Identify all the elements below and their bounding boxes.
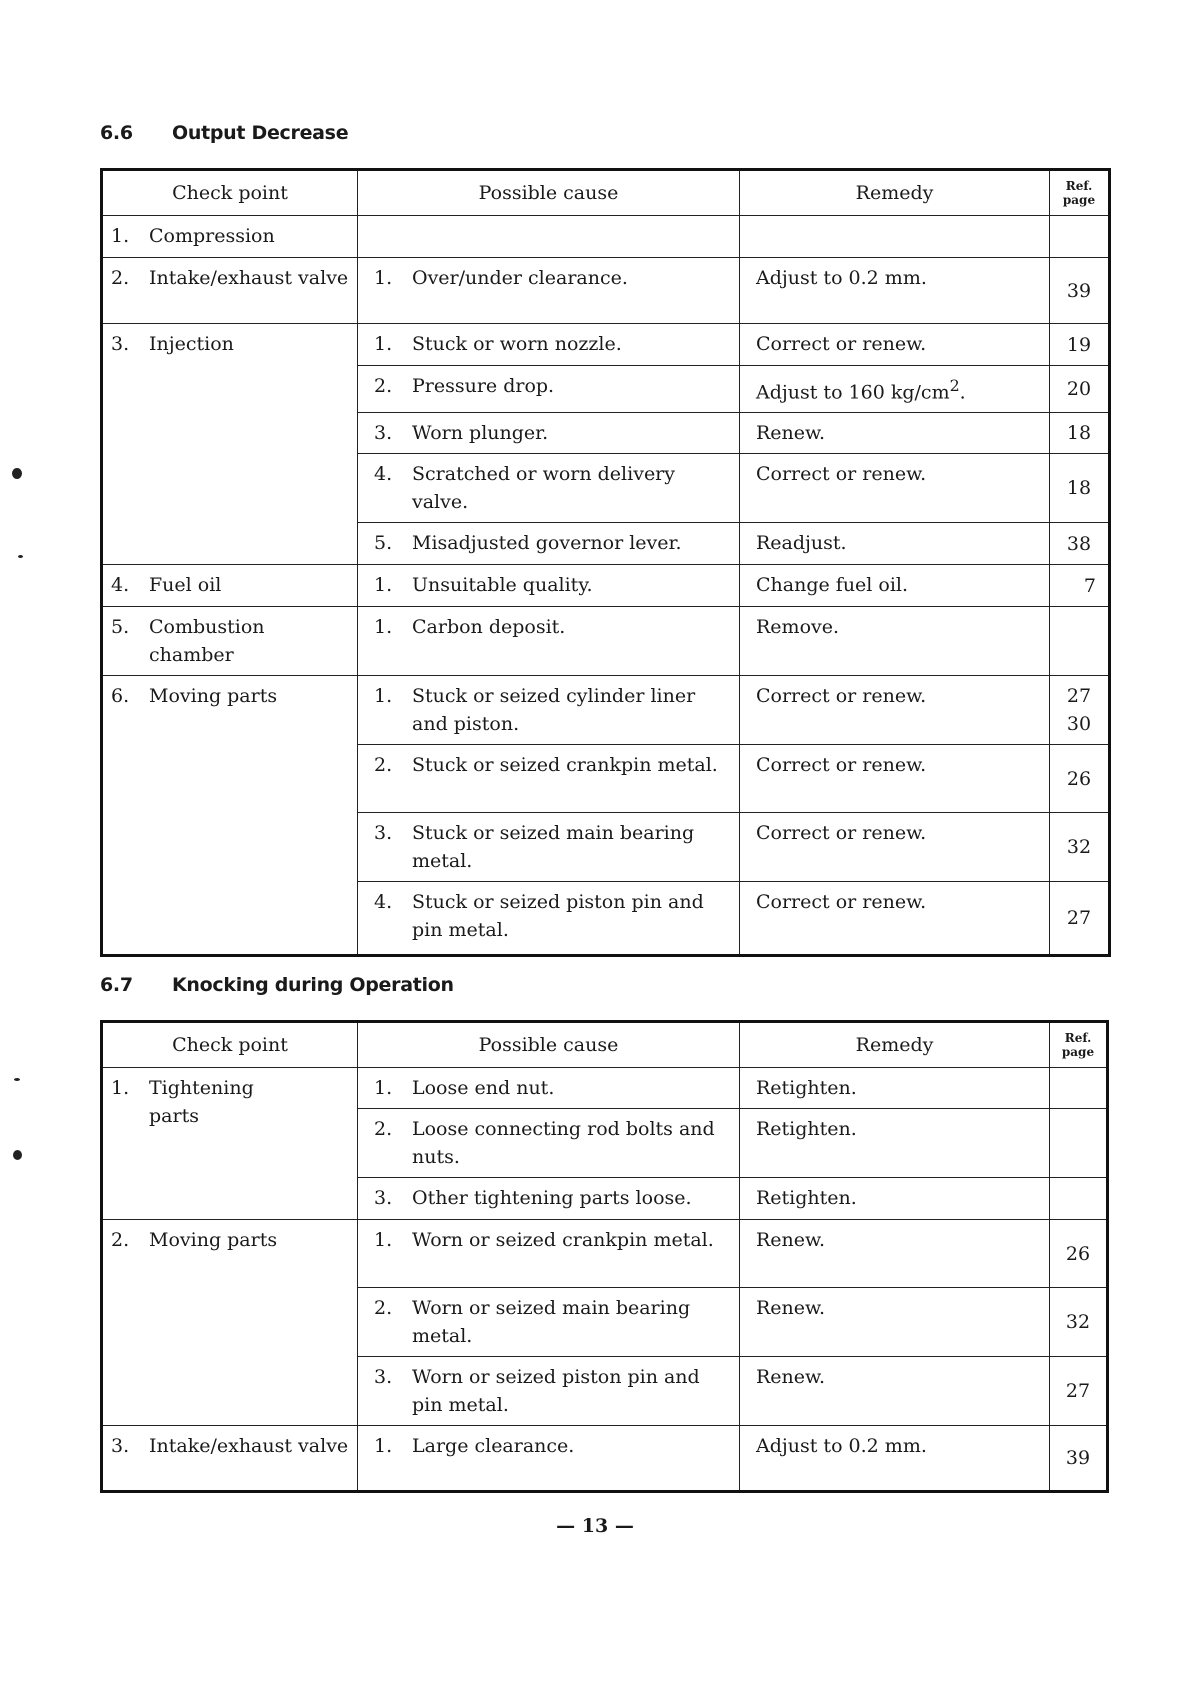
- check-point: Combustion chamber: [149, 616, 265, 667]
- header-check-point: Check point: [102, 1022, 358, 1068]
- check-point-cell: [102, 565, 358, 607]
- remedy-cell: Correct or renew.: [740, 813, 1050, 882]
- remedy-cell: Retighten.: [740, 1109, 1050, 1178]
- cause-text: Loose connecting rod bolts and nuts.: [412, 1118, 715, 1168]
- cause-text: Unsuitable quality.: [412, 574, 593, 597]
- cause-cell: [358, 216, 740, 258]
- cause-cell: [358, 1178, 740, 1220]
- check-number: 3.: [111, 1435, 130, 1457]
- cause-text: Over/under clearance.: [412, 267, 628, 289]
- table-row: [102, 216, 1110, 258]
- remedy-cell: Renew.: [740, 1288, 1050, 1357]
- table-row: [102, 1220, 1108, 1288]
- cause-text: Pressure drop.: [412, 375, 555, 397]
- header-check-point: Check point: [102, 170, 358, 216]
- cause-cell: [358, 454, 740, 523]
- check-point-cell: [102, 1068, 358, 1220]
- scan-speck: [18, 555, 23, 558]
- ref-page: 39: [1050, 1426, 1108, 1492]
- section-6-7-heading: [100, 974, 454, 996]
- table-row: [102, 607, 1110, 676]
- check-point-cell: [102, 676, 358, 956]
- ref-page-second: 30: [1066, 713, 1092, 736]
- cause-number: 3.: [374, 822, 393, 845]
- remedy-cell: [740, 366, 1050, 413]
- section-6-6-heading: [100, 122, 348, 144]
- remedy-cell: Adjust to 0.2 mm.: [740, 1426, 1050, 1492]
- check-number: 3.: [111, 333, 130, 355]
- check-number: 6.: [111, 685, 130, 708]
- cause-text: Worn plunger.: [412, 422, 549, 445]
- check-point: Injection: [149, 333, 234, 355]
- cause-cell: [358, 523, 740, 565]
- remedy-cell: Correct or renew.: [740, 676, 1050, 745]
- table-row: [102, 258, 1110, 324]
- cause-number: 3.: [374, 1187, 393, 1209]
- remedy-cell: Correct or renew.: [740, 882, 1050, 956]
- check-number: 2.: [111, 267, 130, 289]
- ref-cell: [1050, 1109, 1108, 1178]
- cause-cell: [358, 813, 740, 882]
- cause-number: 2.: [374, 754, 393, 777]
- check-number: 4.: [111, 574, 130, 597]
- check-point-cell: [102, 258, 358, 324]
- ref-page: 18: [1050, 413, 1110, 454]
- check-point-cell: [102, 324, 358, 565]
- cause-number: 1.: [374, 267, 393, 289]
- table-header-row: [102, 170, 1110, 216]
- table-header-row: [102, 1022, 1108, 1068]
- cause-text: Large clearance.: [412, 1435, 575, 1457]
- cause-text: Stuck or worn nozzle.: [412, 333, 622, 355]
- ref-page: 26: [1050, 1220, 1108, 1288]
- cause-text: Scratched or worn delivery valve.: [412, 463, 676, 514]
- check-point: Compression: [149, 225, 275, 247]
- cause-number: 2.: [374, 1297, 393, 1319]
- cause-number: 1.: [374, 1229, 393, 1251]
- cause-text: Misadjusted governor lever.: [412, 532, 682, 555]
- cause-number: 3.: [374, 422, 393, 445]
- cause-text: Stuck or seized crankpin metal.: [412, 754, 718, 777]
- ref-page: 7: [1050, 565, 1110, 607]
- check-point: Intake/exhaust valve: [149, 267, 349, 289]
- ref-cell: [1050, 216, 1110, 258]
- header-possible-cause: Possible cause: [358, 1022, 740, 1068]
- remedy-cell: Correct or renew.: [740, 324, 1050, 366]
- ref-page: 39: [1050, 258, 1110, 324]
- scan-speck: [12, 468, 22, 479]
- ref-cell: [1050, 607, 1110, 676]
- ref-page: 27: [1050, 1357, 1108, 1426]
- check-point-cell: [102, 216, 358, 258]
- cause-number: 4.: [374, 891, 393, 914]
- cause-number: 4.: [374, 463, 393, 486]
- ref-page: 38: [1050, 523, 1110, 565]
- ref-cell: [1050, 1068, 1108, 1109]
- page-number: — 13 —: [556, 1515, 634, 1537]
- section-number: 6.6: [100, 122, 133, 144]
- table-row: [102, 565, 1110, 607]
- cause-number: 1.: [374, 574, 393, 597]
- table-row: [102, 1068, 1108, 1109]
- cause-cell: [358, 882, 740, 956]
- section-title: Output Decrease: [172, 122, 349, 144]
- ref-cell: [1050, 676, 1110, 745]
- cause-text: Other tightening parts loose.: [412, 1187, 692, 1209]
- cause-number: 2.: [374, 375, 393, 397]
- cause-text: Loose end nut.: [412, 1077, 555, 1099]
- check-point-cell: [102, 1426, 358, 1492]
- ref-page: 27: [1066, 685, 1092, 708]
- output-decrease-table: [100, 168, 1111, 957]
- cause-number: 1.: [374, 333, 393, 355]
- header-remedy: Remedy: [740, 170, 1050, 216]
- remedy-cell: Retighten.: [740, 1068, 1050, 1109]
- cause-text: Worn or seized piston pin and pin metal.: [412, 1366, 700, 1416]
- ref-page: 19: [1050, 324, 1110, 366]
- cause-cell: [358, 258, 740, 324]
- ref-page: 26: [1050, 745, 1110, 813]
- remedy-superscript: 2: [949, 376, 960, 395]
- cause-cell: [358, 676, 740, 745]
- header-remedy: Remedy: [740, 1022, 1050, 1068]
- scan-speck: [13, 1150, 22, 1160]
- ref-cell: [1050, 1178, 1108, 1220]
- check-point: Moving parts: [149, 1229, 278, 1251]
- check-point: Intake/exhaust valve: [149, 1435, 349, 1457]
- check-number: 1.: [111, 1077, 130, 1099]
- cause-text: Worn or seized crankpin metal.: [412, 1229, 714, 1251]
- cause-cell: [358, 1109, 740, 1178]
- header-possible-cause: Possible cause: [358, 170, 740, 216]
- remedy-cell: Correct or renew.: [740, 454, 1050, 523]
- check-number: 5.: [111, 616, 130, 639]
- cause-cell: [358, 1288, 740, 1357]
- cause-cell: [358, 413, 740, 454]
- section-number: 6.7: [100, 974, 133, 996]
- cause-text: Carbon deposit.: [412, 616, 566, 639]
- cause-number: 1.: [374, 616, 393, 639]
- remedy-cell: [740, 216, 1050, 258]
- remedy-cell: Correct or renew.: [740, 745, 1050, 813]
- check-point: Fuel oil: [149, 574, 222, 597]
- ref-page: 27: [1050, 882, 1110, 956]
- header-ref-page: Ref. page: [1050, 170, 1110, 216]
- remedy-cell: Renew.: [740, 1357, 1050, 1426]
- ref-page: 32: [1050, 1288, 1108, 1357]
- cause-cell: [358, 1426, 740, 1492]
- cause-cell: [358, 1357, 740, 1426]
- check-point: Moving parts: [149, 685, 278, 708]
- remedy-cell: Adjust to 0.2 mm.: [740, 258, 1050, 324]
- cause-number: 1.: [374, 1435, 393, 1457]
- table-row: [102, 1426, 1108, 1492]
- cause-number: 2.: [374, 1118, 393, 1140]
- cause-cell: [358, 324, 740, 366]
- knocking-table: [100, 1020, 1109, 1493]
- check-point-cell: [102, 607, 358, 676]
- cause-cell: [358, 607, 740, 676]
- check-number: 1.: [111, 225, 130, 247]
- header-ref-page: Ref. page: [1050, 1022, 1108, 1068]
- cause-cell: [358, 745, 740, 813]
- cause-cell: [358, 1068, 740, 1109]
- remedy-cell: Readjust.: [740, 523, 1050, 565]
- remedy-cell: Remove.: [740, 607, 1050, 676]
- cause-cell: [358, 1220, 740, 1288]
- remedy-cell: Change fuel oil.: [740, 565, 1050, 607]
- ref-page: 18: [1050, 454, 1110, 523]
- cause-text: Stuck or seized piston pin and pin metal.: [412, 891, 704, 942]
- ref-page: 32: [1050, 813, 1110, 882]
- cause-cell: [358, 366, 740, 413]
- scan-speck: [14, 1078, 20, 1081]
- ref-page: 20: [1050, 366, 1110, 413]
- cause-number: 1.: [374, 685, 393, 708]
- check-point-cell: [102, 1220, 358, 1426]
- check-number: 2.: [111, 1229, 130, 1251]
- cause-text: Stuck or seized main bearing metal.: [412, 822, 695, 873]
- cause-number: 5.: [374, 532, 393, 555]
- table-row: [102, 676, 1110, 745]
- cause-number: 3.: [374, 1366, 393, 1388]
- remedy-text: Adjust to 160 kg/cm: [756, 381, 950, 404]
- remedy-cell: Retighten.: [740, 1178, 1050, 1220]
- remedy-cell: Renew.: [740, 1220, 1050, 1288]
- remedy-suffix: .: [959, 381, 966, 404]
- check-point: Tightening parts: [149, 1077, 254, 1127]
- cause-number: 1.: [374, 1077, 393, 1099]
- table-row: [102, 324, 1110, 366]
- remedy-cell: Renew.: [740, 413, 1050, 454]
- cause-text: Worn or seized main bearing metal.: [412, 1297, 691, 1347]
- cause-cell: [358, 565, 740, 607]
- section-title: Knocking during Operation: [172, 974, 454, 996]
- cause-text: Stuck or seized cylinder liner and piston.: [412, 685, 696, 736]
